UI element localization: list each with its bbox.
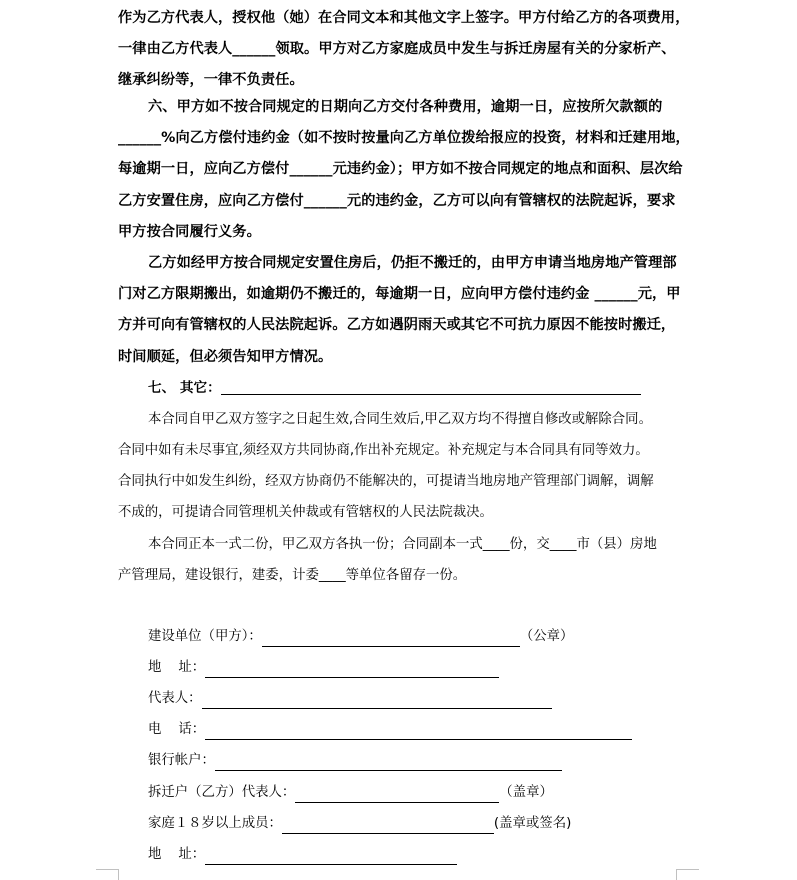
text-line: 本合同自甲乙双方签字之日起生效,合同生效后,甲乙双方均不得擅自修改或解除合同。 [148,412,652,427]
family-label: 家庭１８岁以上成员： [148,816,282,831]
relocatee-blank [295,786,499,803]
text-line: 甲方按合同履行义务。 [118,223,261,240]
builder-blank [262,630,520,647]
family-seal-label: (盖章或签名) [493,816,572,831]
address-label: 地 址： [148,660,206,675]
section7-heading-text: 七、 其它： [148,380,221,396]
signature-rep-row [148,689,552,709]
text-line: 作为乙方代表人，授权他（她）在合同文本和其他文字上签字。甲方付给乙方的各项费用， [118,10,690,26]
text-line: 合同中如有未尽事宜,须经双方共同协商,作出补充规定。补充规定与本合同具有同等效力。 [118,443,649,458]
text-line: 产管理局，建设银行，建委，计委____等单位各留存一份。 [118,568,467,583]
section5-paragraph [118,3,690,97]
phone-label: 电 话： [148,722,206,737]
address2-blank [205,848,457,865]
family-blank [282,817,494,834]
signature-builder-row [148,627,573,647]
section6-paragraph [118,92,690,248]
text-line: 方并可向有管辖权的人民法院起诉。乙方如遇阴雨天或其它不可抗力原因不能按时搬迁， [118,317,676,334]
text-line: 六、甲方如不按合同规定的日期向乙方交付各种费用，逾期一日，应按所欠款额的 [148,99,663,115]
relocatee-seal-label: （盖章） [499,785,553,800]
address2-label: 地 址： [148,847,206,862]
other-terms-blank [221,378,641,395]
text-line: ______%向乙方偿付违约金（如不按时按量向乙方单位拨给报应的投资，材料和迁建用地， [118,130,690,147]
text-line: 乙方安置住房，应向乙方偿付______元的违约金，乙方可以向有管辖权的法院起诉，要求 [118,192,676,209]
text-line: 合同执行中如发生纠纷，经双方协商仍不能解决的，可提请当地房地产管理部门调解，调解 [118,474,654,489]
signature-family-row [148,814,571,834]
text-line: 不成的，可提请合同管理机关仲裁或有管辖权的人民法院裁决。 [118,505,493,520]
builder-label: 建设单位（甲方）： [148,629,262,644]
text-line: 每逾期一日，应向乙方偿付______元违约金）；甲方如不按合同规定的地点和面积、层次给 [118,161,683,178]
text-line: 继承纠纷等，一律不负责任。 [118,72,304,89]
section7-paragraph-2 [118,529,678,591]
signature-address2-row [148,845,457,865]
bank-label: 银行帐户： [148,753,215,768]
section7-paragraph-1 [118,404,678,528]
crop-mark-bottom-right [676,869,699,880]
rep-blank [202,692,552,709]
builder-seal-label: （公章） [519,629,574,644]
text-line: 时间顺延，但必须告知甲方情况。 [118,348,333,365]
bank-blank [215,754,562,771]
signature-phone-row [148,720,632,740]
text-line: 门对乙方限期搬出，如逾期仍不搬迁的，每逾期一日，应向甲方偿付违约金 ______元，甲 [118,286,681,303]
signature-bank-row [148,751,562,771]
text-line: 乙方如经甲方按合同规定安置住房后，仍拒不搬迁的，由甲方申请当地房地产管理部 [148,255,677,271]
relocatee-label: 拆迁户（乙方）代表人： [148,785,296,800]
phone-blank [205,723,632,740]
section7-heading [148,373,641,404]
address-blank [205,661,499,678]
crop-mark-bottom-left [96,869,119,880]
text-line: 一律由乙方代表人______领取。甲方对乙方家庭成员中发生与拆迁房屋有关的分家析产、 [118,41,676,58]
rep-label: 代表人： [148,691,202,706]
signature-relocatee-row [148,783,553,803]
section6b-paragraph [118,248,681,373]
text-line: 本合同正本一式二份，甲乙双方各执一份；合同副本一式____份，交____市（县）房地 [148,537,657,552]
signature-address-row [148,658,499,678]
